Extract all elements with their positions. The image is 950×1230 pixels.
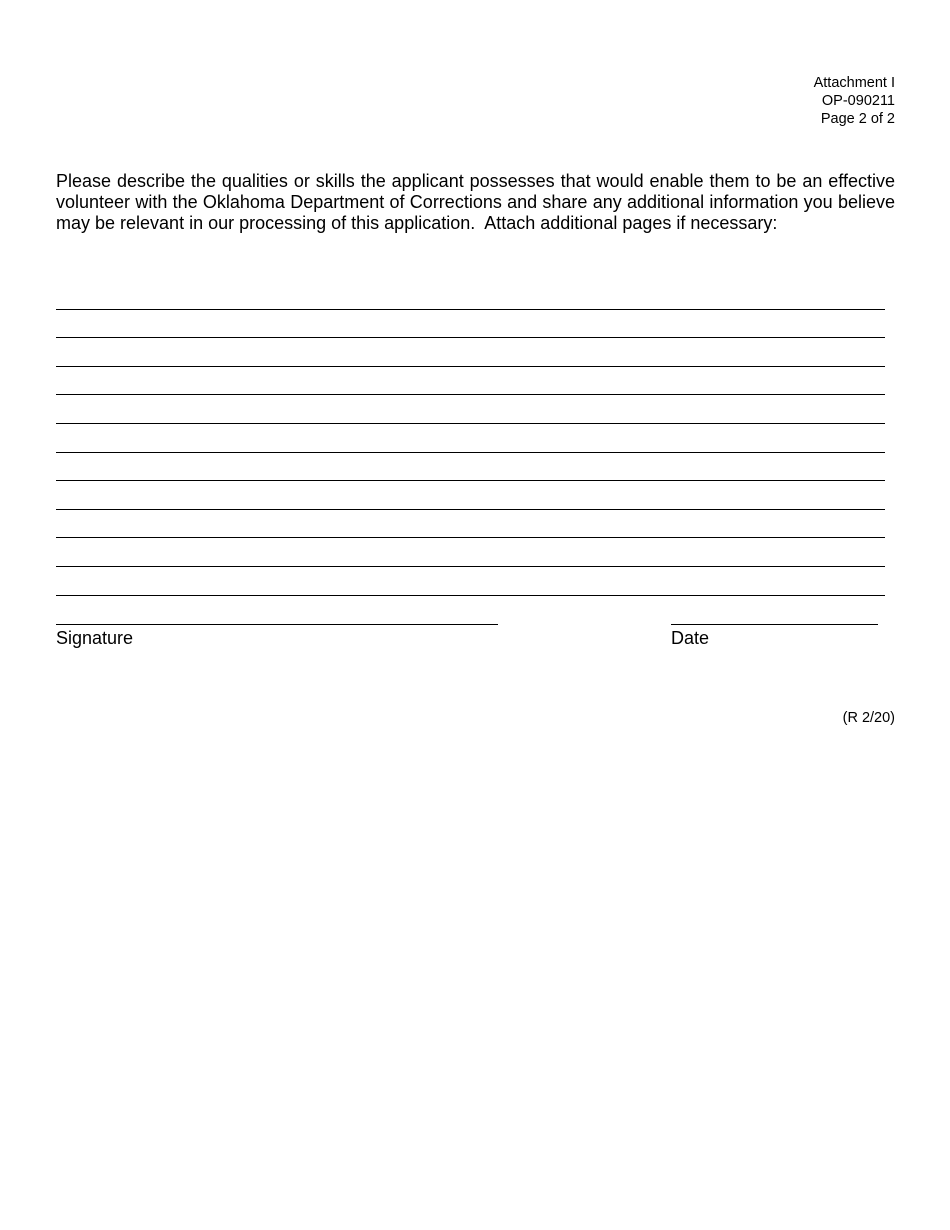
answer-line[interactable] bbox=[56, 424, 885, 453]
answer-line[interactable] bbox=[56, 338, 885, 367]
page-number: Page 2 of 2 bbox=[820, 111, 895, 127]
date-label: Date bbox=[671, 628, 710, 648]
answer-line[interactable] bbox=[56, 510, 885, 539]
form-number: OP-090211 bbox=[821, 93, 895, 109]
revision-code: (R 2/20) bbox=[842, 710, 895, 726]
answer-line[interactable] bbox=[56, 567, 885, 596]
signature-label: Signature bbox=[56, 628, 134, 648]
answer-lines bbox=[56, 281, 885, 596]
answer-line[interactable] bbox=[56, 538, 885, 567]
answer-line[interactable] bbox=[56, 281, 885, 310]
answer-line[interactable] bbox=[56, 310, 885, 339]
answer-line[interactable] bbox=[56, 395, 885, 424]
question-prompt: Please describe the qualities or skills the applicant possesses that would enable them to be an effective volunteer with the Oklahoma Department of Corrections and share any additional information you believe may be relevant in our processing of this application. Attach additional pages if necessary: bbox=[56, 171, 895, 233]
answer-line[interactable] bbox=[56, 481, 885, 510]
attachment-label: Attachment I bbox=[813, 75, 895, 91]
document-header bbox=[814, 74, 895, 128]
signature-field[interactable] bbox=[56, 624, 498, 625]
date-field[interactable] bbox=[671, 624, 878, 625]
answer-line[interactable] bbox=[56, 453, 885, 482]
answer-line[interactable] bbox=[56, 367, 885, 396]
